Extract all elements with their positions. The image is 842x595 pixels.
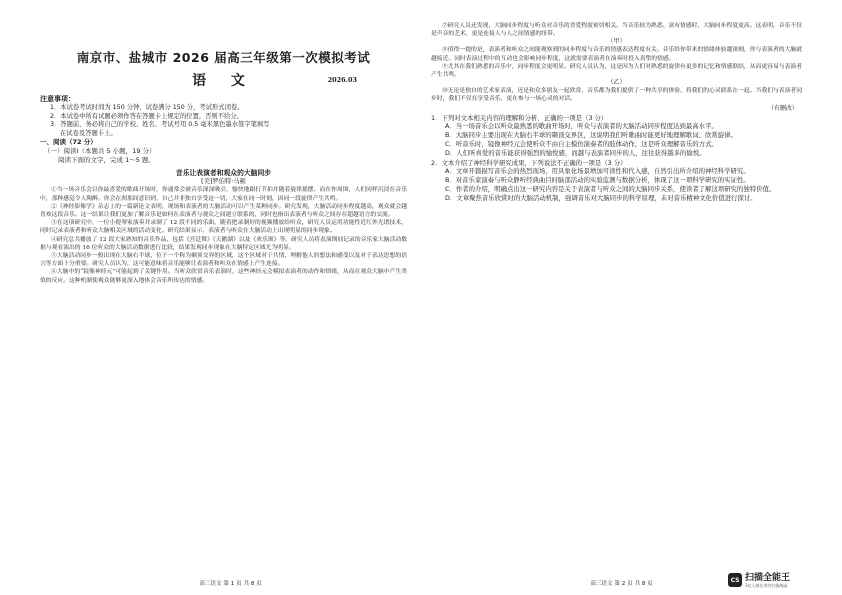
- question-option: A．当一场音乐会以听众最熟悉的歌曲开场时，听众与表演者的大脑活动同步程度达到最高水平。: [445, 122, 718, 131]
- article-paragraph: ⑨尤其在我们熟悉的音乐中，同步程度会更明显。研究人员认为，这是因为人们对熟悉的旋律有更多的记忆和情感联结，从而更容易与表演者产生共鸣。: [431, 63, 802, 79]
- camscanner-logo-icon: CS: [728, 573, 742, 587]
- watermark-text: [745, 573, 790, 588]
- section-heading: 一、阅读（72 分）: [40, 138, 97, 147]
- subject-title: 语 文: [192, 73, 255, 89]
- article-paragraph: ⑩无论是独自的艺术家表演，还是和众多朋友一起欣赏，音乐都为我们提供了一种共享的体验，将我们的心灵联系在一起。当我们与表演者同步时，我们不仅在享受音乐，更在参与一场心灵的对话。: [431, 88, 802, 103]
- section-tag: （乙）: [607, 79, 626, 87]
- deletion-note: （有删改）: [767, 104, 798, 112]
- article-paragraph: ⑤大脑活动同步一般出现在大脑右半球，位于一个称为颞顶交界的区域，这个区域对于共情、理解他人的想法和感受以及对于表达思想的语言等方面十分重要。研究人员认为，这可能意味着音乐能够让表演者和听众在情感上产生连接。: [40, 253, 407, 268]
- question-option: C．作者的介绍，明确点出这一研究内容是关于表演者与听众之间的大脑同步关系，使读者了解这项研究的独特价值。: [445, 185, 776, 193]
- exam-date: 2026.03: [327, 76, 357, 84]
- question-option: B．大脑同步主要出现在大脑右半球的颞顶交界区，这说明我们听歌曲时能更好地理解歌词、欣赏旋律。: [445, 131, 737, 140]
- watermark-subtitle: 3亿人都在用的扫描App: [745, 582, 788, 588]
- article-paragraph: ②《神经影像学》杂志上的一篇新论文表明，现场和表演者的大脑活动可以产生某种同步。研究发现，大脑活动同步程度越高，观众就会越喜欢这段音乐。这一结果让我们更加了解音乐是如何在表演者与观众之间建立联系的，同时也指出表演者与听众之间存在超越语言的交流。: [40, 203, 407, 218]
- exam-title: 南京市、盐城市 2026 届高三年级第一次模拟考试: [76, 50, 371, 65]
- scanner-watermark: [728, 569, 828, 591]
- reading-instruction: 阅读下面的文字，完成 1～5 题。: [58, 156, 155, 165]
- notes-heading: 注意事项：: [40, 95, 75, 103]
- watermark-name: 扫描全能王: [745, 572, 791, 583]
- section-tag: （甲）: [607, 38, 626, 46]
- article-author: [美]罗伯特·马顿: [201, 178, 246, 186]
- subsection-heading: （一）阅读Ⅰ（本题共 5 小题，19 分）: [44, 147, 156, 156]
- question-option: D．文章聚焦音乐欣赏时的大脑活动机制，强调音乐对大脑同步的科学原理，未对音乐精神文化价值进行探讨。: [445, 193, 757, 202]
- note-item: 3．答题前，务必将自己的学校、姓名、考试号用 0.5 毫米黑色墨水签字笔填写: [50, 121, 270, 129]
- article-paragraph: ⑧值得一提的是，表演者和听众之间能观察到的同步程度与音乐的情感表达程度有关。音乐给你带来的情绪体验越深刻，你与表演者的大脑就越接近。同时表演过程中的互动也会影响同步程度，这就需要表演者在演奏时投入真挚的情感。: [431, 47, 802, 62]
- page-footer: 高三语文 第 2 页 共 8 页: [590, 581, 653, 587]
- question-stem: 1．下列对文本相关内容的理解和分析，正确的一项是（3 分）: [431, 113, 608, 122]
- article-paragraph: ③在这项研究中，一位小提琴家演奏并录制了 12 段不同的乐曲，随着把录制好的视频播放给听众，研究人员运用功能性近红外光谱技术，同时记录表演者和听众大脑相关区域的活动变化。研究结果显示，表演者与听众在大脑活动上出现明显的同步现象。: [40, 220, 407, 235]
- article-paragraph: ⑥大脑中的“镜像神经元”可能起到了关键作用。当听众欣赏音乐表演时，这些神经元会模拟表演者的动作和情绪，从而在观众大脑中产生类似的反应。这种机制使观众能够更深入地体会音乐所传达的情感。: [40, 269, 407, 284]
- article-paragraph: ⑦研究人员还发现，大脑同步程度与听众对音乐的喜爱程度密切相关。当音乐较为熟悉、富有情感时，大脑同步程度更高。这表明，音乐不仅是声音的艺术，更是连接人与人之间情感的纽带。: [431, 23, 802, 38]
- subject-row: [40, 70, 407, 92]
- note-item: 1．本试卷考试时间为 150 分钟，试卷满分 150 分，考试形式闭卷。: [50, 104, 244, 111]
- article-paragraph: ①当一场音乐会以你最喜爱的歌曲开场时，你通常会被音乐深深吸引，愉快地跟打节拍并随着旋律摇摆。而在你周围，人们同样沉浸在音乐中，那种感觉令人陶醉。你会在刹那间意识到，自己并非独自享受这一切，大家在同一时刻，因同一段旋律产生共鸣。: [40, 187, 407, 202]
- page-2: [421, 0, 842, 595]
- article-paragraph: ④研究总共播放了 12 段大家熟知的音乐作品，包括《宫廷舞》《天鹅湖》以及《欢乐颂》等。研究人员将表演期间记录的音乐家大脑活动数据与观看演出的 16 位听众的大脑活动数据进行比较，结果发现同步现象在大脑特定区域尤为明显。: [40, 236, 407, 251]
- question-option: A．文章开篇描写音乐会的热烈现场，用具象化场景增加可读性和代入感，自然引出所介绍的神经科学研究。: [445, 167, 750, 176]
- note-item: 2．本试卷中所有试题必须作答在答题卡上规定的位置，否则不给分。: [50, 112, 243, 120]
- page-footer: 高三语文 第 1 页 共 8 页: [199, 581, 262, 587]
- question-stem: 2．文本介绍了神经科学研究成果，下列说法不正确的一项是（3 分）: [431, 158, 627, 167]
- question-option: C．听音乐时，镜像神经元会使听众不由自主模仿演奏者的肢体动作，这是听众理解音乐的方式。: [445, 140, 718, 149]
- article-title: 音乐让表演者和观众的大脑同步: [175, 169, 272, 178]
- note-item: 在试卷及答题卡上。: [60, 129, 117, 137]
- question-option: D．人们听喜爱的音乐能获得强烈的愉悦感，而越与表演者同步的人，往往获得越多的愉悦。: [445, 148, 706, 157]
- question-option: B．对音乐家演奏与听众静听经典曲目时脑部活动的实验监测与数据分析，体现了这一项科学研究的实证性。: [445, 176, 750, 185]
